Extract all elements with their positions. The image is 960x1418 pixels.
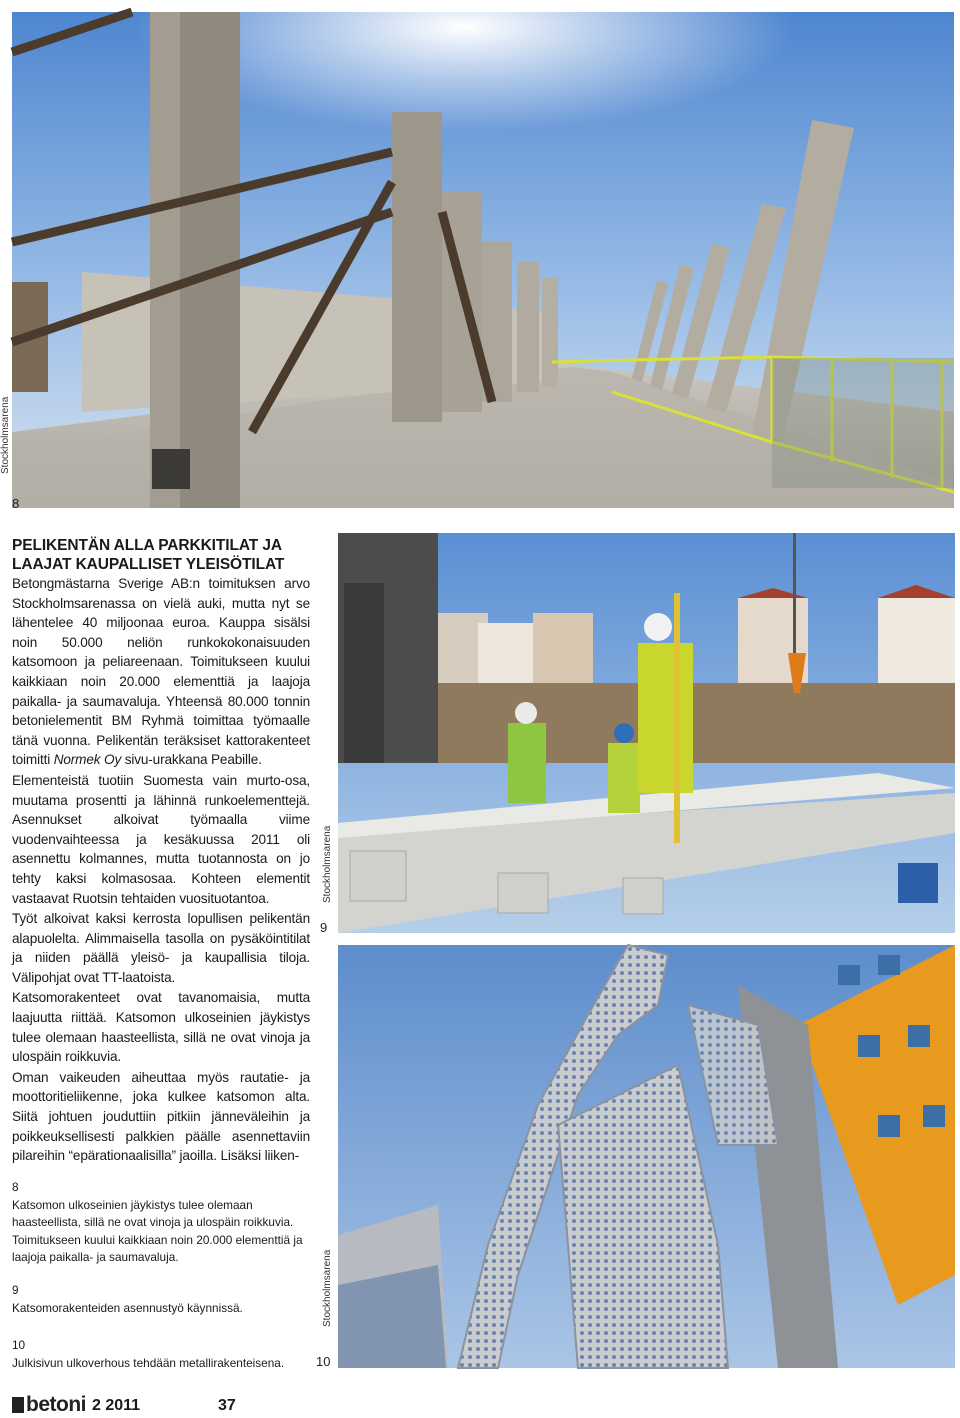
page-number: 37 [218, 1397, 236, 1414]
logo-mark-icon [12, 1397, 24, 1413]
photo-9-workers [322, 533, 955, 933]
photo-9-number: 9 [320, 920, 328, 935]
photo-10-number: 10 [316, 1354, 331, 1369]
photo-8-number: 8 [12, 496, 20, 511]
article-body [12, 536, 310, 1167]
caption-10-text: Julkisivun ulkoverhous tehdään metallirakenteisena. [12, 1355, 285, 1370]
article-heading: PELIKENTÄN ALLA PARKKITILAT JA LAAJAT KAUPALLISET YLEISÖTILAT [12, 537, 285, 573]
page-footer [12, 1393, 332, 1415]
paragraph-5: Oman vaikeuden aiheuttaa myös rautatie- ja moottoritieliikenne, joka kulkee katsomon alta. Siitä johtuen jouduttiin pitkiin jänneväleihin ja poikkeuksellisesti palkkien päälle asennettaviin pilareihin “epärationaalisilla” jaoilla. Lisäksi liiken- [12, 1069, 310, 1164]
caption-8 [12, 1179, 312, 1267]
caption-9 [12, 1282, 312, 1317]
paragraph-3: Työt alkoivat kaksi kerrosta lopullisen pelikentän alapuolelta. Alimmaisella tasolla on pysäköintitilat ja niiden päällä yleisö- ja kaupallisia tiloja. Välipohjat ovat TT-laatoista. [12, 911, 310, 985]
photo-8-credit: Stockholmsarena [0, 396, 11, 474]
caption-10 [12, 1337, 312, 1372]
photo-9-credit: Stockholmsarena [322, 825, 333, 903]
caption-10-number: 10 [12, 1338, 26, 1352]
caption-8-text: Katsomon ulkoseinien jäykistys tulee olemaan haasteellista, sillä ne ovat vinoja ja ulospäin roikkuvia. Toimitukseen kuului kaikkiaan noin 20.000 elementtiä ja laajoja paikalla- ja saumavaluja. [12, 1197, 303, 1264]
paragraph-2: Elementeistä tuotiin Suomesta vain murto-osa, muutama prosentti ja lähinnä runkoelementtejä. Asennukset alkoivat työmaalla viime vuodenvaihteessa ja kesäkuussa 2011 oli asennettu kolmannes, mutta tuotannosta on jo tehty kaksi kolmasosaa. Kohteen elementit vastaavat Ruotsin tehtaiden vuosituotantoa. [12, 772, 310, 906]
photo-10-credit: Stockholmsarena [322, 1249, 333, 1327]
photo-8-construction-columns [0, 12, 954, 508]
caption-9-number: 9 [12, 1283, 19, 1297]
paragraph-1: Betongmästarna Sverige AB:n toimituksen arvo Stockholmsarenassa on vielä auki, mutta nyt se lähentelee 40 miljoonaa euroa. Kauppa sisälsi noin 50.000 neliön runkokokonaisuuden katsomoon ja peliareenaan. Toimitukseen kuului kaikkiaan noin 20.000 elementtiä ja laajoja paikalla- ja saumavaluja. Yhteensä 80.000 tonnin betonielementit BM Ryhmä toimittaa työmaalle tänä vuonna. Pelikentän teräksiset kattorakenteet toimitti Normek Oy sivu-urakkana Peabille. [12, 576, 310, 768]
paragraph-4: Katsomorakenteet ovat tavanomaisia, mutta laajuutta riittää. Katsomon ulkoseinien jäykistys tulee olemaan haasteellista, sillä ne ovat vinoja ja ulospäin roikkuvia. [12, 990, 310, 1065]
betoni-logo: betoni [12, 1393, 86, 1417]
caption-8-number: 8 [12, 1180, 19, 1194]
caption-9-text: Katsomorakenteiden asennustyö käynnissä. [12, 1300, 243, 1315]
issue-number: 2 2011 [92, 1397, 141, 1414]
company-name-italic: Normek Oy [53, 752, 122, 768]
